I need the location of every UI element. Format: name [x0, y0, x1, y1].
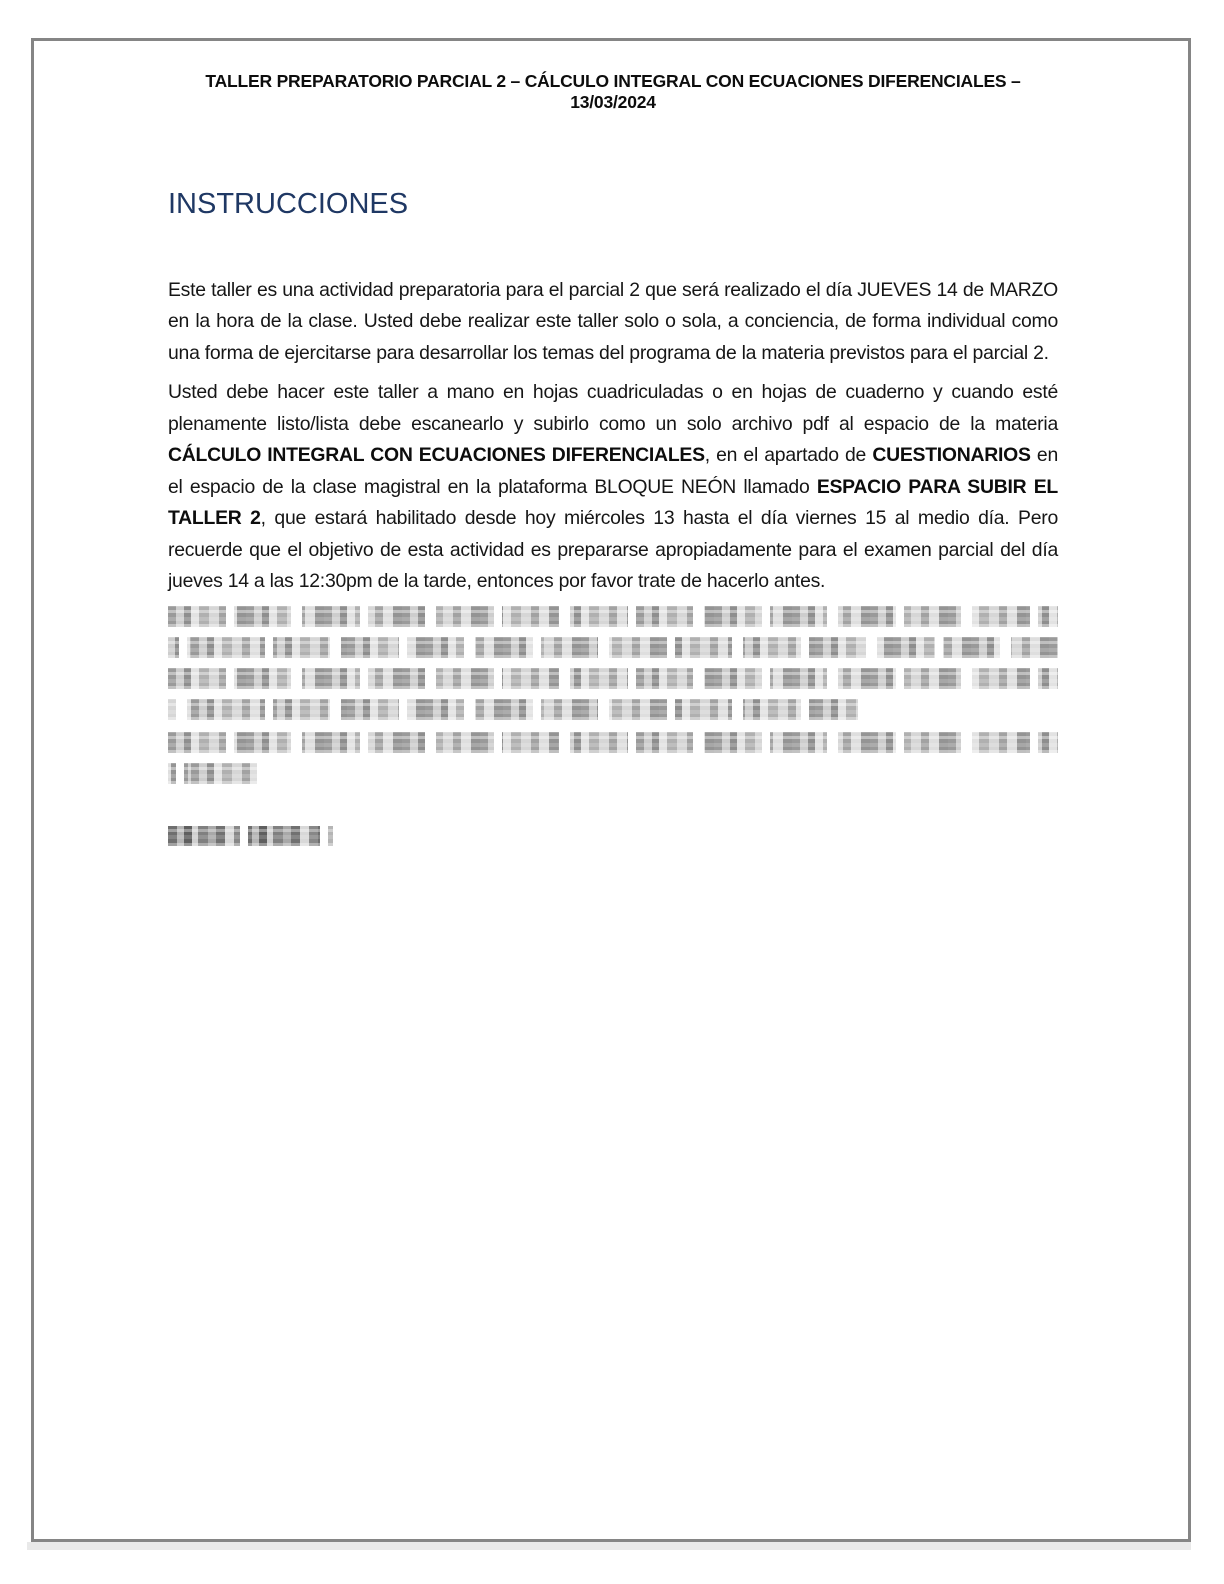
page-content	[34, 41, 1188, 846]
redacted-paragraph-note	[168, 732, 1058, 784]
redacted-line	[168, 826, 333, 846]
text-run: Usted debe hacer este taller a mano en hojas cuadriculadas o en hojas de cuaderno y cuando esté plenamente listo/lista debe escanearlo y subirlo como un solo archivo pdf al espacio de la materia	[168, 381, 1058, 435]
bold-text-run: CUESTIONARIOS	[872, 444, 1031, 467]
text-run: , en el apartado de	[704, 444, 873, 467]
bold-text-run: CÁLCULO INTEGRAL CON ECUACIONES DIFERENCIALES	[168, 444, 705, 467]
bold-text-run: ESPACIO PARA SUBIR EL TALLER 2	[168, 475, 1058, 530]
redacted-line	[168, 637, 1058, 658]
document-header-title: TALLER PREPARATORIO PARCIAL 2 – CÁLCULO INTEGRAL CON ECUACIONES DIFERENCIALES – 13/03/2024	[205, 71, 1021, 112]
text-run: en el espacio de la clase magistral en la plataforma BLOQUE NEÓN llamado	[168, 444, 1058, 498]
redacted-line	[168, 763, 257, 784]
paragraph-intro: Este taller es una actividad preparatoria para el parcial 2 que será realizado el día JUEVES 14 de MARZO en la hora de la clase. Usted debe realizar este taller solo o sola, a conciencia, de forma individual como una forma de ejercitarse para desarrollar los temas del programa de la materia previstos para el parcial 2.	[168, 279, 1058, 364]
redacted-line	[168, 699, 858, 720]
redacted-line	[168, 668, 1058, 689]
paragraph-submission-instructions	[168, 377, 1058, 597]
redacted-line	[168, 732, 1058, 753]
document-page	[31, 38, 1191, 1542]
redacted-signature	[168, 826, 1058, 846]
redacted-paragraph-grading	[168, 606, 1058, 720]
page-title: INSTRUCCIONES	[168, 188, 409, 220]
text-run: , que estará habilitado desde hoy miércoles 13 hasta el día viernes 15 al medio día. Pero recuerde que el objetivo de esta actividad es prepararse apropiadamente para el examen parcial del día jueves 14 a las 12:30pm de la tarde, entonces por favor trate de hacerlo antes.	[168, 507, 1058, 593]
redacted-line	[168, 606, 1058, 627]
